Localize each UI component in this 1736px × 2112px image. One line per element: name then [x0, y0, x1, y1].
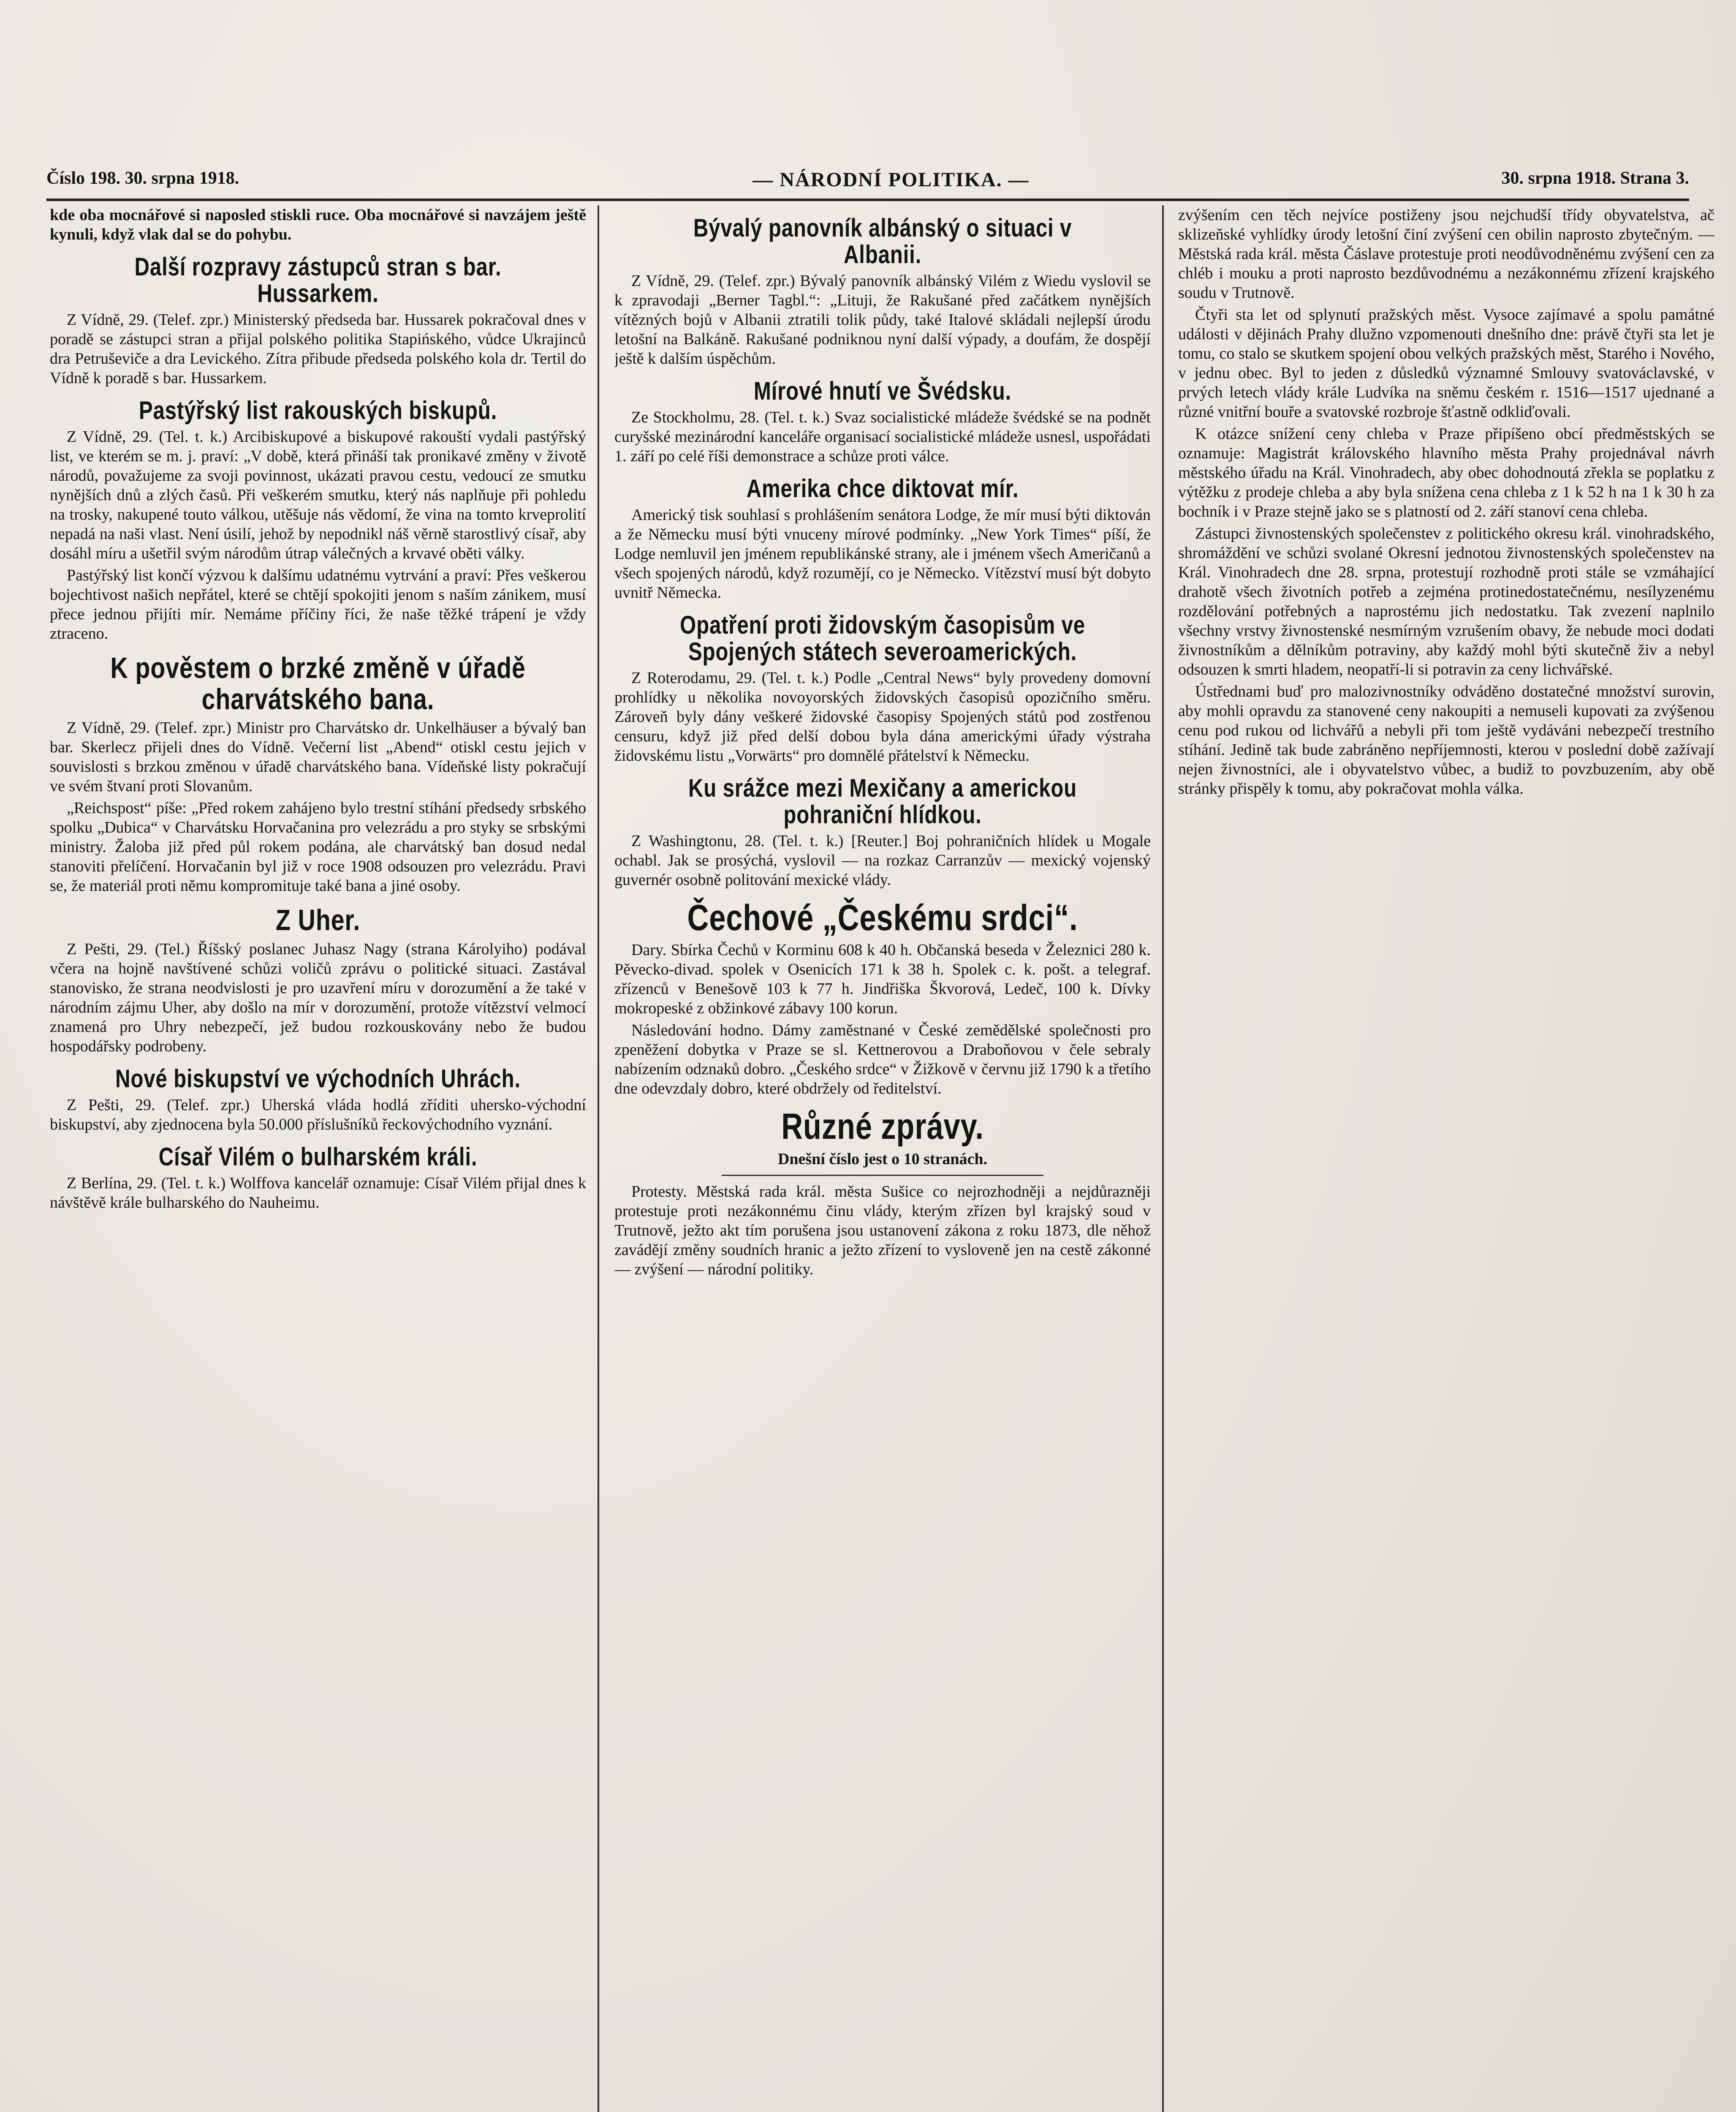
article-prague-union: Čtyři sta let od splynutí pražských měst. Vysoce zajímavé a spolu památné události v dějinách Prahy dlužno vzpomenouti dnešního dne: právě čtyři sta let je tomu, co stalo se skutkem spojení obou velkých pražských měst, Starého i Nového, v jednu obec. Byl to jeden z důsledků významné Smlouvy svatováclavské, v prvých letech vlády krále Ludvíka na sněmu českém r. 1516—1517 ujednané a různé vnitřní bouře a svatovské rozbroje šťastně odkliďovali.	[1178, 306, 1714, 421]
column-2	[614, 205, 1151, 2112]
article-mexico: Z Washingtonu, 28. (Tel. t. k.) [Reuter.] Boj pohraničních hlídek u Mogale ochabl. Jak se prosýchá, vyslovil — na rozkaz Carranzův — mexický vojenský guvernér osobně politování mexické vlády.	[614, 832, 1151, 889]
article-new-diocese: Z Pešti, 29. (Telef. zpr.) Uherská vláda hodlá zříditi uhersko-východní biskupství, aby zjednocena byla 50.000 příslušníků řeckovýchodního vyznání.	[50, 1096, 586, 1133]
headline-mexico: Ku srážce mezi Mexičany a americkou pohraniční hlídkou.	[688, 774, 1077, 829]
section-rule	[722, 1175, 1043, 1176]
headline-various-news: Různé zprávy.	[781, 1106, 984, 1147]
headline-czech-heart: Čechové „Českému srdci“.	[687, 898, 1078, 938]
article-america: Americký tisk souhlasí s prohlášením senátora Lodge, že mír musí býti diktován a že Německu musí býti vnuceny mírové podmínky. „New York Times“ píší, že Lodge nemluvil jen jménem republikánské strany, ale i jménem všech Američanů a všech spojených národů, když rozumějí, co je Německo. Vítězství musí být dobyto uvnitř Německa.	[614, 506, 1151, 601]
header-rule	[46, 199, 1689, 201]
article-hungary: Z Pešti, 29. (Tel.) Říšský poslanec Juhasz Nagy (strana Károlyiho) podával včera na hojně navštívené schůzi voličů zprávu o politické situaci. Zastával stanovisko, že strana neodvislosti je pro uzavření míru v dorozumění a že také v národním zájmu Uher, aby došlo na mír v dorozumění, protože vítězství velmocí znamená pro Uhry nebezpečí, jež budou rozkouskovány nebo že budou hospodářsky podrobeny.	[50, 940, 586, 1055]
article-protests-cont: zvýšením cen těch nejvíce postiženy jsou nejchudší třídy obyvatelstva, ač sklizeňské vyhlídky úrody letošní činí zvýšení cen obilin naprosto zbytečným. — Městská rada král. města Čáslave protestuje proti neodůvodněnému zvýšení cen za chléb i mouku a proti naprosto bezdůvodnému a nezákonnému zřízení krajského soudu v Trutnově.	[1178, 206, 1714, 302]
headline-hungary: Z Uher.	[275, 904, 361, 936]
headline-hussarek: Další rozpravy zástupců stran s bar. Hussarkem.	[134, 253, 502, 308]
headline-sweden: Mírové hnutí ve Švédsku.	[753, 377, 1012, 405]
page-header	[46, 164, 1689, 199]
article-hussarek: Z Vídně, 29. (Telef. zpr.) Ministerský předseda bar. Hussarek pokračoval dnes v poradě se zástupci stran a přijal polského politika Stapińského, vůdce Ukrajinců dra Petruševiče a dra Levického. Zítra přibude předseda polského kola dr. Tertil do Vídně k poradě s bar. Hussarkem.	[50, 311, 586, 387]
article-sweden: Ze Stockholmu, 28. (Tel. t. k.) Svaz socialistické mládeže švédské se na podnět curyšské mezinárodní kanceláře organisací socialistické mládeže usnesl, uspořádati 1. září po celé říši demonstrace a schůze proti válce.	[614, 408, 1151, 465]
article-jewish-press: Z Roterodamu, 29. (Tel. t. k.) Podle „Central News“ byly provedeny domovní prohlídky u několika novoyorských židovských časopisů opozičního směru. Zároveň byly dány veškeré židovské časopisy Spojených států pod zostřenou censuru, když již před delší dobou byla dána americkými úřady výstraha židovskému listu „Vorwärts“ pro domnělé přátelství k Německu.	[614, 669, 1151, 765]
article-donations: Dary. Sbírka Čechů v Korminu 608 k 40 h. Občanská beseda v Železnici 280 k. Pěvecko-divad. spolek v Osenicích 171 k 38 h. Spolek c. k. pošt. a telegraf. zřízenců v Benešově 103 k 77 h. Jindřiška Škvorová, Ledeč, 100 k. Dívky mokropeské z obžinkové zábavy 100 korun.	[614, 941, 1151, 1018]
issue-date: Číslo 198. 30. srpna 1918.	[46, 169, 239, 188]
page-number: 30. srpna 1918. Strana 3.	[1501, 169, 1689, 188]
article-continuation: kde oba mocnářové si naposled stiskli ruce. Oba mocnářové si navzájem ještě kynuli, když vlak dal se do pohybu.	[50, 206, 586, 243]
article-protests: Protesty. Městská rada král. města Sušice co nejrozhodněji a nejdůrazněji protestuje proti nezákonnému činu vlády, kterým zřízen byl krajský soud v Trutnově, ježto akt tím porušena jsou ustanovení zákona z roku 1873, dle něhož zavádějí změny soudních hranic a ježto zřízení to vysloveně jen na cestě zákonné — zvýšení — národní politiky.	[614, 1182, 1151, 1278]
article-example: Následování hodno. Dámy zaměstnané v České zemědělské společnosti pro zpeněžení dobytka v Praze se sl. Kettnerovou a Draboňovou v čele sebraly nabízením odznaků dobro. „Českého srdce“ v Žižkově v červnu již 1790 k a třetího dne odevzdaly dobro, které obdržely od ředitelství.	[614, 1021, 1151, 1098]
headline-new-diocese: Nové biskupství ve východních Uhrách.	[115, 1064, 521, 1093]
column-1	[50, 205, 586, 2112]
column-3	[1178, 205, 1714, 2112]
column-divider-1	[598, 205, 599, 2112]
headline-america: Amerika chce diktovat mír.	[746, 474, 1019, 503]
article-trade-associations: Zástupci živnostenských společenstev z politického okresu král. vinohradského, shromáždění ve schůzi svolané Okresní jednotou živnostenských společenstev na Král. Vinohradech dne 28. srpna, protestují rozhodně proti stále se vzmáhající drahotě všech životních potřeb a zejména protinedostatečnému, nesílyzenému rozdělování potřebných a naprostému jich nedostatku. Tak zvezení naplnilo všechny vrstvy živnostenské nesmírným vzrušením obavy, že nebude moci dodati živnostníkům a dělníkům potraviny, aby každý mohl býti skutečně živ a nebyl odsouzen k smrti hladem, neopatří-li si potravin za ceny lichvářské.	[1178, 525, 1714, 678]
article-bread-price: K otázce snížení ceny chleba v Praze připíšeno obcí předměstských se oznamuje: Magistrát královského hlavního města Prahy projednával návrh městského úřadu na Král. Vinohradech, aby obec dohodnoutá zřekla se poplatku z výtěžku z prodeje chleba a aby byla snížena cena chleba z 1 k 52 h na 1 k 30 h za bochník i v Praze stejně jako se s platností od 2. září stanoví cena chleba.	[1178, 425, 1714, 520]
headline-ban-change: K pověstem o brzké změně v úřadě charvátského bana.	[110, 651, 526, 716]
article-ban-change: Z Vídně, 29. (Telef. zpr.) Ministr pro Charvátsko dr. Unkelhäuser a bývalý ban bar. Skerlecz přijeli dnes do Vídně. Večerní list „Abend“ otiskl cestu jejich v souvislosti s brzkou změnou v úřadě charvátského bana. Vídeňské listy pokračují ve svém štvaní proti Slovanům.	[50, 719, 586, 795]
page-count-note: Dnešní číslo jest o 10 stranách.	[777, 1150, 988, 1168]
headline-albania: Bývalý panovník albánský o situaci v Albanii.	[693, 214, 1072, 269]
article-albania: Z Vídně, 29. (Telef. zpr.) Bývalý panovník albánský Vilém z Wiedu vyslovil se k zpravodaji „Berner Tagbl.“: „Lituji, že Rakušané před začátkem nynějších vítězných bojů v Albanii ztratili tolik půdy, také Italové skládali nejlepší úrodu letošní na Balkáně. Rakušané podniknou nyní další výpady, a doufám, že dospějí ještě k dalším úspěchům.	[614, 272, 1151, 367]
article-kaiser-wilhelm: Z Berlína, 29. (Tel. t. k.) Wolffova kancelář oznamuje: Císař Vilém přijal dnes k návštěvě krále bulharského do Nauheimu.	[50, 1174, 586, 1211]
headline-pastoral-letter: Pastýřský list rakouských biskupů.	[139, 396, 497, 425]
headline-kaiser-wilhelm: Císař Vilém o bulharském králi.	[158, 1142, 478, 1171]
article-pastoral-letter-cont: Pastýřský list končí výzvou k dalšímu udatnému vytrvání a praví: Přes veškerou bojechtivost našich nepřátel, které se chtějí spokojiti jenom s naším zánikem, musí přece jednou přijíti mír. Nemáme příčiny říci, že naše těžké trápení je vždy ztraceno.	[50, 566, 586, 642]
headline-jewish-press: Opatření proti židovským časopisům ve Spojených státech severoamerických.	[680, 611, 1085, 666]
article-pastoral-letter: Z Vídně, 29. (Tel. t. k.) Arcibiskupové a biskupové rakouští vydali pastýřský list, ve kterém se m. j. praví: „V době, která přináší tak pronikavé změny v životě národů, považujeme za svoji povinnost, ukázati pravou cestu, vedoucí ze smutku nynějších dnů a zlých časů. Při veškerém smutku, který nás naplňuje při pohledu na trosky, nakupené touto válkou, utěšuje nás vědomí, že vina na tomto krveprolití nepadá na naši vlast. Není úsilí, jehož by nepodnikl náš věrně starostlivý císař, aby dosáhl míru a ušetřil svým národům útrap válečných a krvavé oběti války.	[50, 428, 586, 562]
article-ban-change-cont: „Reichspost“ píše: „Před rokem zahájeno bylo trestní stíhání předsedy srbského spolku „Dubica“ v Charvátsku Horvačanina pro velezrádu a pro styky se srbskými ministry. Žaloba již před půl rokem podána, ale charvátský ban dosud nedal stanoviti přelíčení. Horvačanin byl již v roce 1908 odsouzen pro velezrádu. Pravi se, že materiál proti němu kompromituje také bana a jiné osoby.	[50, 799, 586, 895]
column-divider-2	[1162, 205, 1164, 2112]
article-trade-associations-cont: Ústřednami buď pro malozivnostníky odváděno dostatečné množství surovin, aby mohli opravdu za stanovené ceny nakoupiti a nemuseli kupovati za zvýšenou cenu pod rukou od lichvářů a nebyli při tom ještě vydáváni nebezpečí trestního stíhání. Jedině tak bude zabráněno nepříjemnosti, kterou v poslední době zažívají nejen živnostníci, ale i obyvatelstvo vůbec, a budiž to povzbuzením, aby obě stránky přispěly k tomu, aby pokračovat mohla válka.	[1178, 683, 1714, 797]
newspaper-title: — NÁRODNÍ POLITIKA. —	[753, 169, 1030, 191]
